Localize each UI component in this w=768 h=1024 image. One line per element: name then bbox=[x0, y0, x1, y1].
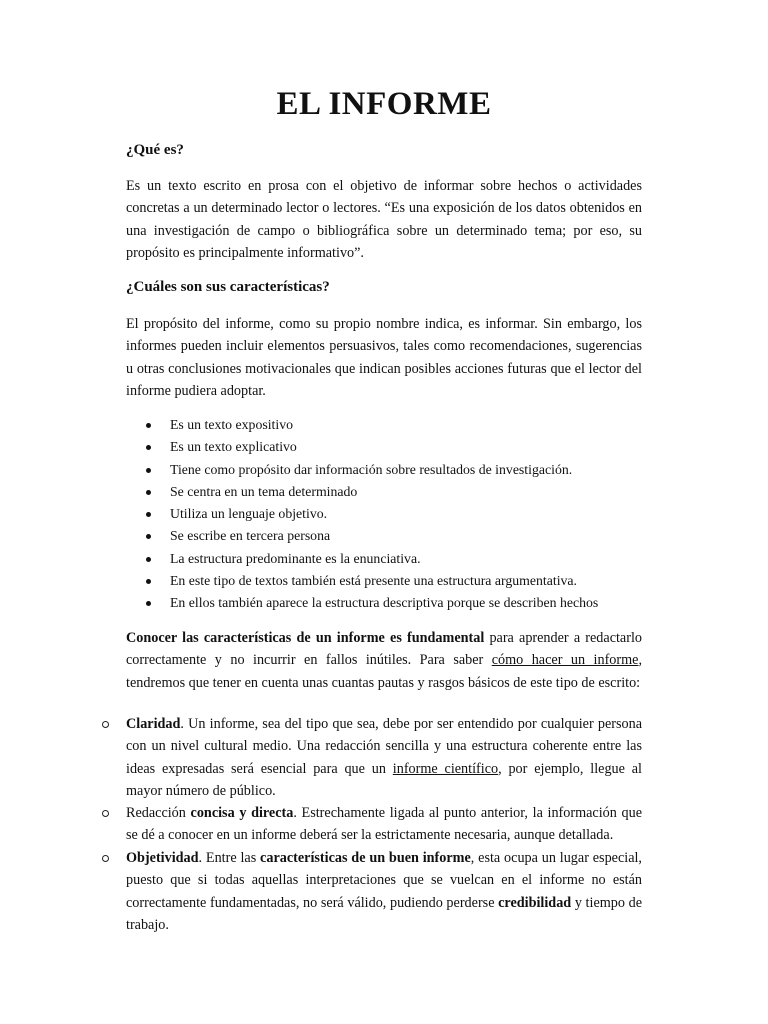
bullet-icon bbox=[146, 557, 151, 562]
point-claridad: Claridad. Un informe, sea del tipo que sea, debe por ser entendido por cualquier persona con un nivel cultural medio. Una redacción sencilla y una estructura coherente entre las ideas expresadas será esencial para que un informe científico, por ejemplo, llegue al mayor número de público. bbox=[126, 713, 642, 802]
list-item: En ellos también aparece la estructura descriptiva porque se describen hechos bbox=[126, 592, 598, 614]
paragraph-definition: Es un texto escrito en prosa con el objetivo de informar sobre hechos o actividades concretas a un determinado lector o lectores. “Es una exposición de los datos obtenidos en una investigación de campo o bibliográfica sobre un determinado tema; por eso, su propósito es principalmente informativo”. bbox=[126, 178, 642, 261]
link-como-hacer-un-informe[interactable]: cómo hacer un informe bbox=[491, 652, 639, 669]
bullet-icon bbox=[146, 512, 151, 517]
circle-bullet-icon bbox=[102, 721, 109, 728]
circle-bullet-icon bbox=[102, 855, 109, 862]
document-title: EL INFORME bbox=[276, 86, 492, 122]
list-item: Tiene como propósito dar información sobre resultados de investigación. bbox=[126, 459, 598, 481]
bold-lead: Conocer las características de un informe es fundamental bbox=[126, 630, 485, 646]
bullet-icon bbox=[146, 579, 151, 584]
section-heading-que-es: ¿Qué es? bbox=[126, 142, 184, 158]
bullet-icon bbox=[146, 601, 151, 606]
list-item: Se centra en un tema determinado bbox=[126, 481, 598, 503]
bullet-icon bbox=[146, 490, 151, 495]
list-item: Es un texto explicativo bbox=[126, 436, 598, 458]
list-item: La estructura predominante es la enunciativa. bbox=[126, 548, 598, 570]
bullet-icon bbox=[146, 445, 151, 450]
link-informe-cientifico[interactable]: informe científico bbox=[392, 760, 499, 777]
paragraph-conocer: Conocer las características de un informe es fundamental para aprender a redactarlo correctamente y no incurrir en fallos inútiles. Para saber cómo hacer un informe, tendremos que tener en cuenta unas cuantas pautas y rasgos básicos de este tipo de escrito: bbox=[126, 630, 642, 691]
bullet-icon bbox=[146, 423, 151, 428]
bullet-icon bbox=[146, 534, 151, 539]
list-item: Utiliza un lenguaje objetivo. bbox=[126, 503, 598, 525]
point-redaccion: Redacción concisa y directa. Estrechamente ligada al punto anterior, la información que se dé a conocer en un informe deberá ser la estrictamente necesaria, aunque detallada. bbox=[126, 802, 642, 847]
section-heading-caracteristicas: ¿Cuáles son sus características? bbox=[126, 279, 330, 295]
list-item: Se escribe en tercera persona bbox=[126, 525, 598, 547]
characteristics-list bbox=[126, 414, 598, 615]
bullet-icon bbox=[146, 468, 151, 473]
paragraph-proposito: El propósito del informe, como su propio nombre indica, es informar. Sin embargo, los informes pueden incluir elementos persuasivos, tales como recomendaciones, sugerencias u otras conclusiones motivacionales que indican posibles acciones futuras que el lector del informe pudiera adoptar. bbox=[126, 316, 642, 399]
point-objetividad: Objetividad. Entre las características de un buen informe, esta ocupa un lugar especial, puesto que si todas aquellas interpretaciones que se vuelcan en el informe no están correctamente fundamentadas, no será válido, pudiendo perderse credibilidad y tiempo de trabajo. bbox=[126, 847, 642, 936]
list-item: Es un texto expositivo bbox=[126, 414, 598, 436]
circle-bullet-icon bbox=[102, 810, 109, 817]
list-item: En este tipo de textos también está presente una estructura argumentativa. bbox=[126, 570, 598, 592]
